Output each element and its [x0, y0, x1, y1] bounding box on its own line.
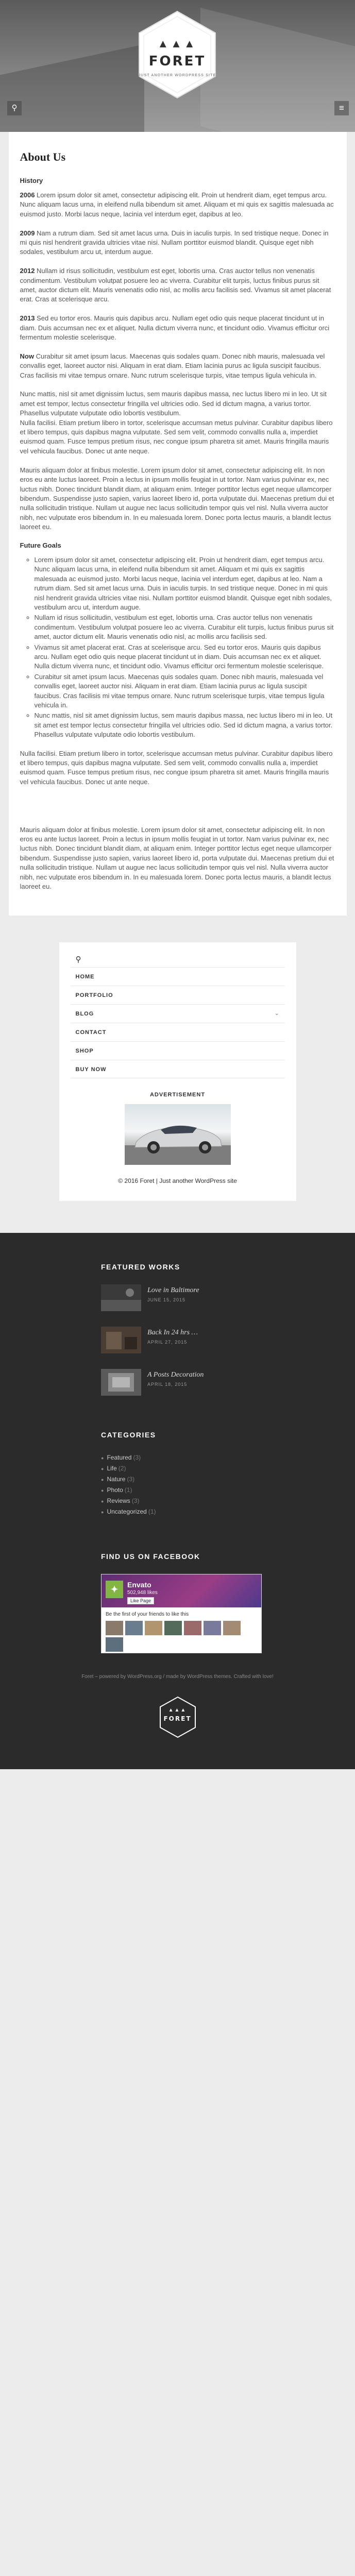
history-entry	[20, 314, 335, 342]
featured-date: JUNE 15, 2015	[147, 1297, 186, 1302]
body-paragraph: Mauris aliquam dolor at finibus molestie. Lorem ipsum dolor sit amet, consectetur adipiscing elit. In non eros eu ante luctus laoreet. Proin a lectus in ipsum mollis feugiat in ut tortor. Nam varius pulvinar ex, nec luctus nibh. Donec tincidunt blandit diam, at aliquam enim. Integer porttitor lectus eget neque ullamcorper bibendum. Suspendisse justo sapien, varius laoreet libero id, porta vulputate dui. Maecenas pretium dui et nulla sollicitudin tristique. Nullam ut augue nec lacus sollicitudin tempor quis vel nisl. Nulla viverra auctor nibh, nec vulputate eros bibendum in. In eu malesuada lorem. Donec porta lectus mauris, a blandit lectus laoreet eu.	[20, 825, 334, 891]
thumbnail-image	[101, 1284, 141, 1311]
featured-title[interactable]: Back In 24 hrs …	[147, 1328, 198, 1336]
category-name[interactable]: Featured	[107, 1453, 132, 1461]
categories-widget	[101, 1431, 276, 1517]
facebook-heading: FIND US ON FACEBOOK	[101, 1552, 200, 1561]
hamburger-icon[interactable]: ≡	[334, 101, 349, 115]
history-text: Nullam id risus sollicitudin, vestibulum est eget, lobortis urna. Cras auctor tellus non venenatis condimentum. Vestibulum volutpat posuere leo ac viverra. Curabitur elit turpis, luctus finibus purus sit amet, auctor dictum elit. Mauris venenatis odio nisl, ac mollis arcu facilisis sed. Vivamus sit amet placerat erat. Cras at scelerisque arcu.	[20, 267, 331, 303]
featured-text	[147, 1327, 198, 1353]
page-title: About Us	[20, 150, 66, 163]
fb-face-avatar[interactable]	[106, 1637, 123, 1652]
footer-logo-trees-icon: ▲▲▲	[168, 1707, 187, 1713]
category-count: (1)	[124, 1486, 132, 1494]
list-item: ◦ Lorem ipsum dolor sit amet, consectetur adipiscing elit. Proin ut hendrerit diam, eget tempus arcu. Nunc aliquam lacus urna, in eleifend nulla bibendum sit amet. Aliquam et mi quis ex sagittis malesuada ac euismod justo. Morbi lacus neque, lacinia vel interdum eget, dapibus at leo. Nam a rutrum diam. Sed sit amet lacus urna. Duis in iaculis turpis. In sed tristique neque. Donec in mi quis nisl hendrerit gravida ultricies vitae nisi. Nullam porttitor euismod blandit. Quisque eget nibh sodales, vestibulum arcu ut, interdum augue.	[35, 555, 335, 612]
categories-list	[101, 1452, 276, 1517]
featured-heading: FEATURED WORKS	[101, 1262, 180, 1271]
history-year: 2013	[20, 314, 35, 323]
category-item[interactable]	[101, 1474, 276, 1485]
category-name[interactable]: Nature	[107, 1475, 126, 1483]
chevron-down-icon[interactable]: ⌄	[275, 1010, 280, 1016]
list-item: ◦ Nullam id risus sollicitudin, vestibulum est eget, lobortis urna. Cras auctor tellus non venenatis condimentum. Vestibulum volutpat posuere leo ac viverra. Curabitur elit turpis, luctus finibus purus sit amet, auctor dictum elit. Mauris venenatis odio nisl, ac mollis arcu facilisis sed.	[35, 613, 335, 641]
history-text: Lorem ipsum dolor sit amet, consectetur adipiscing elit. Proin ut hendrerit diam, eget tempus arcu. Nunc aliquam lacus urna, in eleifend nulla bibendum sit amet. Aliquam et mi quis ex sagittis malesuada ac euismod justo. Morbi lacus neque, lacinia vel interdum eget, dapibus at leo.	[20, 191, 334, 218]
fb-face-avatar[interactable]	[184, 1621, 201, 1635]
category-name[interactable]: Reviews	[107, 1497, 130, 1504]
category-count: (3)	[131, 1497, 140, 1504]
history-entry	[20, 191, 335, 219]
fb-face-avatar[interactable]	[164, 1621, 182, 1635]
copyright-tagline: Just another WordPress site	[159, 1177, 237, 1184]
sidebar-nav	[71, 967, 285, 1078]
footer-credits: Foret – powered by WordPress.org / made by WordPress themes. Crafted with love!	[81, 1673, 274, 1680]
facebook-page-plugin[interactable]	[101, 1574, 262, 1653]
history-text: Sed eu tortor eros. Mauris quis dapibus arcu. Nullam eget odio quis neque placerat tincidunt ut in diam. Duis accumsan nec ex et aliquet. Nulla dictum viverra nunc, et tincidunt odio. Vivamus efficitur orci fermentum molestie scelerisque.	[20, 314, 330, 342]
body-text: Nunc mattis, nisl sit amet dignissim luctus, sem mauris dapibus massa, nec luctus libero mi in leo. Ut sit amet est tempor, lectus consectetur fringilla vel ultricies odio. Sed id dictum magna, a varius tortor. Phasellus vulputate vulputate odio lobortis vestibulum.	[20, 390, 327, 417]
envato-leaf-icon[interactable]: ✦	[106, 1581, 123, 1598]
featured-thumbnail[interactable]	[101, 1369, 141, 1396]
featured-date: APRIL 27, 2015	[147, 1339, 188, 1345]
history-heading: History	[20, 177, 43, 184]
fb-face-avatar[interactable]	[204, 1621, 221, 1635]
fb-page-name[interactable]: Envato	[127, 1580, 151, 1589]
history-entry	[20, 229, 335, 257]
category-item[interactable]	[101, 1463, 276, 1474]
category-count: (3)	[133, 1453, 141, 1461]
copyright-separator: |	[154, 1177, 160, 1184]
fb-face-avatar[interactable]	[106, 1621, 123, 1635]
search-icon[interactable]: ⚲	[75, 955, 81, 964]
featured-title[interactable]: Love in Baltimore	[147, 1286, 199, 1294]
sidebar	[59, 942, 296, 1201]
history-entry	[20, 352, 335, 380]
fb-friends-text: Be the first of your friends to like this	[106, 1611, 189, 1617]
search-icon[interactable]: ⚲	[7, 101, 22, 115]
category-count: (3)	[127, 1475, 135, 1483]
logo-title: FORET	[148, 54, 206, 69]
fb-faces	[106, 1621, 257, 1652]
history-year: 2006	[20, 191, 35, 199]
logo-trees-icon: ▲▲▲	[157, 37, 197, 50]
nav-item-home[interactable]	[71, 967, 285, 986]
featured-thumbnail[interactable]	[101, 1284, 141, 1311]
thumbnail-image	[101, 1327, 141, 1353]
category-item[interactable]	[101, 1485, 276, 1496]
category-name[interactable]: Uncategorized	[107, 1507, 147, 1515]
nav-item-shop[interactable]	[71, 1041, 285, 1060]
car-image	[125, 1104, 231, 1165]
featured-item[interactable]	[101, 1369, 276, 1396]
nav-item-blog[interactable]	[71, 1004, 285, 1023]
goals-list	[35, 555, 335, 740]
featured-thumbnail[interactable]	[101, 1327, 141, 1353]
footer-logo-title: FORET	[163, 1715, 192, 1722]
featured-text	[147, 1284, 199, 1311]
history-text: Nam a rutrum diam. Sed sit amet lacus urna. Duis in iaculis turpis. In sed tristique neque. Donec in mi quis nisl hendrerit gravida ultricies vitae nisi. Nullam porttitor euismod blandit. Quisque eget nibh sodales, vestibulum arcu ut, interdum augue.	[20, 229, 329, 256]
bullet-icon: ●	[101, 1487, 104, 1493]
category-item[interactable]	[101, 1496, 276, 1506]
featured-date: APRIL 18, 2015	[147, 1381, 188, 1387]
bullet-icon: ●	[101, 1477, 104, 1482]
fb-face-avatar[interactable]	[223, 1621, 241, 1635]
fb-cover-image	[102, 1574, 261, 1607]
fb-face-avatar[interactable]	[125, 1621, 143, 1635]
goals-heading: Future Goals	[20, 541, 61, 549]
fb-face-avatar[interactable]	[145, 1621, 162, 1635]
featured-item[interactable]	[101, 1284, 276, 1311]
fb-likes-count: 502,948 likes	[127, 1589, 158, 1596]
featured-text	[147, 1369, 204, 1396]
bullet-icon: ●	[101, 1455, 104, 1461]
list-item: ◦ Curabitur sit amet ipsum lacus. Maecenas quis sodales quam. Donec nibh mauris, malesuada vel convallis eget, laoreet auctor nisi. Aliquam in erat diam. Etiam lacinia purus ac ligula suscipit faucibus. Cras facilisis mi vitae tempus ornare. Nunc rutrum scelerisque turpis, vitae tempus ligula vehicula in.	[35, 672, 335, 710]
nav-label: BUY NOW	[75, 1066, 107, 1073]
site-footer	[0, 1233, 355, 1769]
copyright-text: © 2016 Foret	[118, 1177, 155, 1184]
history-year: 2009	[20, 229, 35, 237]
categories-heading: CATEGORIES	[101, 1430, 156, 1439]
featured-works-widget	[101, 1263, 276, 1396]
logo-tagline: JUST ANOTHER WORDPRESS SITE	[138, 74, 216, 77]
history-text: Curabitur sit amet ipsum lacus. Maecenas quis sodales quam. Donec nibh mauris, malesuada vel convallis eget, laoreet auctor nisi. Aliquam in erat diam. Etiam lacinia purus ac ligula suscipit faucibus. Cras facilisis mi vitae tempus ornare. Nunc rutrum scelerisque turpis, vitae tempus ligula vehicula in.	[20, 352, 325, 379]
history-year: 2012	[20, 267, 35, 275]
nav-label: SHOP	[75, 1047, 94, 1054]
thumbnail-image	[101, 1369, 141, 1396]
nav-item-buy-now[interactable]	[71, 1060, 285, 1078]
spacer	[20, 796, 335, 825]
nav-label: PORTFOLIO	[75, 992, 113, 998]
body-text: Nulla facilisi. Etiam pretium libero in tortor, scelerisque accumsan metus pulvinar. Curabitur dapibus libero et libero tempus, quis dapibus magna vulputate. Sed sem velit, commodo convallis nulla a, imperdiet euismod quam. Fusce tempus pretium risus, nec congue ipsum pharetra sit amet. Mauris fringilla mauris vel vehicula faucibus. Donec ut ante neque.	[20, 418, 333, 455]
category-item[interactable]	[101, 1506, 276, 1517]
history-year: Now	[20, 352, 34, 360]
body-paragraph: Nulla facilisi. Etiam pretium libero in tortor, scelerisque accumsan metus pulvinar. Curabitur dapibus libero et libero tempus, quis dapibus magna vulputate. Sed sem velit, commodo convallis nulla a, imperdiet euismod quam. Fusce tempus pretium risus, nec congue ipsum pharetra sit amet. Mauris fringilla mauris vel vehicula faucibus. Donec ut ante neque.	[20, 749, 333, 786]
featured-title[interactable]: A Posts Decoration	[147, 1370, 204, 1379]
bullet-icon: ●	[101, 1509, 104, 1515]
nav-item-portfolio[interactable]	[71, 986, 285, 1004]
sidebar-copyright	[71, 1177, 285, 1184]
site-header	[0, 0, 355, 132]
main-content	[9, 132, 347, 916]
footer-logo[interactable]	[159, 1696, 196, 1738]
category-count: (1)	[148, 1507, 156, 1515]
bullet-icon: ●	[101, 1466, 104, 1471]
featured-item[interactable]	[101, 1327, 276, 1353]
body-paragraph: Mauris aliquam dolor at finibus molestie. Lorem ipsum dolor sit amet, consectetur adipiscing elit. In non eros eu ante luctus laoreet. Proin a lectus in ipsum mollis feugiat in ut tortor. Nam varius pulvinar ex, nec luctus nibh. Donec tincidunt blandit diam, at aliquam enim. Integer porttitor lectus eget neque ullamcorper bibendum. Suspendisse justo sapien, varius laoreet libero id, porta vulputate dui. Maecenas pretium dui et nulla sollicitudin tristique. Nullam ut augue nec lacus sollicitudin tempor quis vel nisl. Nulla viverra auctor nibh, nec vulputate eros bibendum in. In eu malesuada lorem. Donec porta lectus mauris, a blandit lectus laoreet eu.	[20, 466, 334, 531]
list-item: ◦ Vivamus sit amet placerat erat. Cras at scelerisque arcu. Sed eu tortor eros. Mauris quis dapibus arcu. Nullam eget odio quis neque placerat tincidunt ut in diam. Duis accumsan nec ex et aliquet. Nulla dictum viverra nunc, et tincidunt odio. Vivamus efficitur orci fermentum molestie scelerisque.	[35, 643, 335, 671]
fb-like-button[interactable]: Like Page	[127, 1597, 154, 1604]
advertisement-image[interactable]	[125, 1104, 231, 1165]
nav-item-contact[interactable]	[71, 1023, 285, 1041]
category-name[interactable]: Life	[107, 1464, 117, 1472]
list-item: ◦ Nunc mattis, nisl sit amet dignissim luctus, sem mauris dapibus massa, nec luctus libero mi in leo. Ut sit amet est tempor lectus consectetur fringilla vel ultricies odio. Sed id dictum magna, a varius tortor. Phasellus vulputate vulputate odio lobortis vestibulum.	[35, 711, 335, 739]
site-logo[interactable]	[138, 10, 216, 99]
body-paragraph	[20, 389, 335, 456]
category-name[interactable]: Photo	[107, 1486, 123, 1494]
facebook-widget	[101, 1552, 276, 1653]
history-entry	[20, 266, 335, 304]
category-count: (2)	[118, 1464, 126, 1472]
nav-label: HOME	[75, 973, 95, 980]
bullet-icon: ●	[101, 1498, 104, 1504]
nav-label: CONTACT	[75, 1029, 107, 1036]
category-item[interactable]	[101, 1452, 276, 1463]
nav-label: BLOG	[75, 1010, 94, 1017]
advertisement-title: ADVERTISEMENT	[149, 1091, 206, 1098]
